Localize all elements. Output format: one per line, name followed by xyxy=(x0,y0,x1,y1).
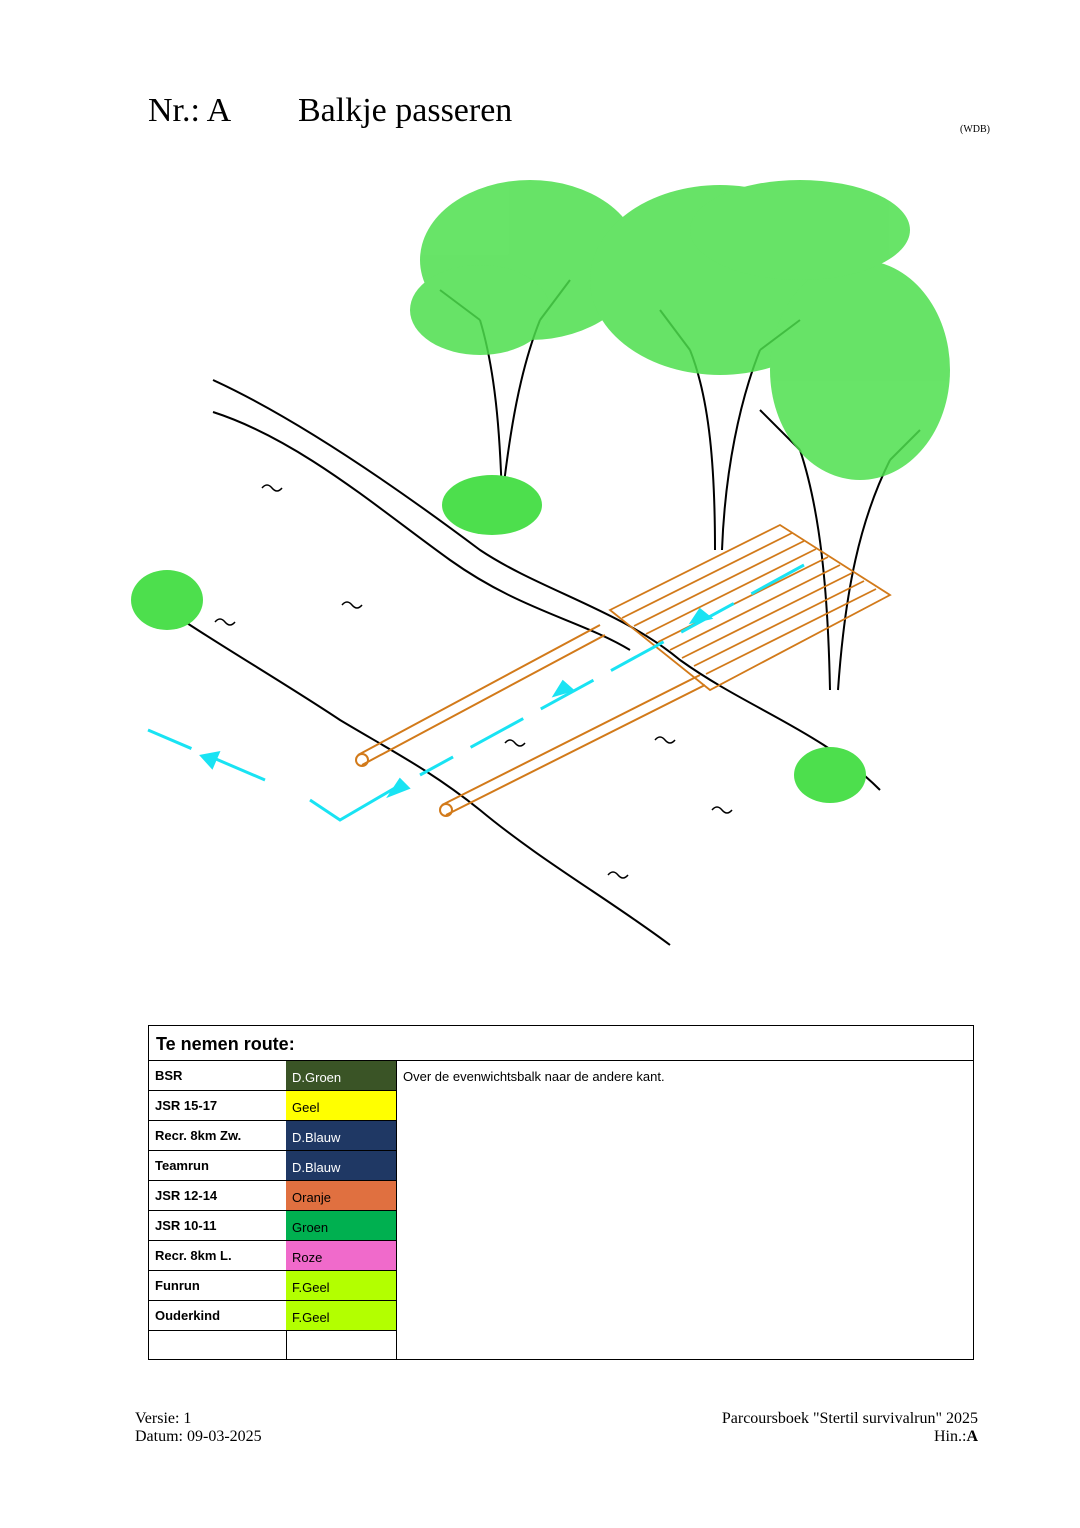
wooden-platform xyxy=(610,525,890,690)
route-row xyxy=(149,1121,286,1151)
route-name: Recr. 8km L. xyxy=(155,1248,232,1263)
footer-right xyxy=(722,1410,978,1446)
route-row xyxy=(286,1061,396,1091)
route-color-swatch: Groen xyxy=(286,1211,396,1240)
route-name: JSR 12-14 xyxy=(155,1188,218,1203)
route-row xyxy=(149,1241,286,1271)
route-color-swatch: D.Blauw xyxy=(286,1151,396,1180)
book-title: Parcoursboek "Stertil survivalrun" 2025 xyxy=(721,1410,978,1427)
route-row xyxy=(286,1121,396,1151)
route-name: Teamrun xyxy=(155,1158,209,1173)
bushes xyxy=(131,475,866,803)
obstacle-title: Balkje passeren xyxy=(298,92,513,129)
near-bank-line xyxy=(145,595,670,945)
route-name: Funrun xyxy=(155,1278,200,1293)
route-color-swatch: Roze xyxy=(286,1241,396,1270)
route-name-column xyxy=(149,1061,287,1359)
far-bank-line-1 xyxy=(213,380,880,790)
obstacle-drawing xyxy=(100,170,980,970)
route-row xyxy=(149,1181,286,1211)
tree-foliage xyxy=(410,180,950,480)
route-row xyxy=(286,1181,396,1211)
route-color-swatch: Oranje xyxy=(286,1181,396,1210)
route-color-swatch: D.Groen xyxy=(286,1061,396,1090)
version-label: Versie: 1 xyxy=(135,1410,192,1427)
hin-label xyxy=(722,1428,978,1446)
route-row xyxy=(286,1091,396,1121)
route-row xyxy=(286,1211,396,1241)
route-row xyxy=(149,1091,286,1121)
route-row xyxy=(149,1151,286,1181)
footer-left xyxy=(135,1410,262,1446)
route-body xyxy=(149,1061,973,1359)
far-bank-line-2 xyxy=(213,412,630,650)
obstacle-code: (WDB) xyxy=(960,124,990,135)
route-name: JSR 10-11 xyxy=(155,1218,217,1233)
route-color-column xyxy=(286,1061,397,1359)
route-name: JSR 15-17 xyxy=(155,1098,218,1113)
date-label: Datum: 09-03-2025 xyxy=(135,1428,262,1445)
hin-value: A xyxy=(966,1428,978,1445)
route-color-swatch: F.Geel xyxy=(286,1271,396,1300)
route-row xyxy=(286,1301,396,1331)
route-name: Recr. 8km Zw. xyxy=(155,1128,242,1143)
route-description: Over de evenwichtsbalk naar de andere kant. xyxy=(403,1069,665,1084)
route-name: Ouderkind xyxy=(155,1308,221,1323)
route-color-swatch: Geel xyxy=(286,1091,396,1120)
hin-prefix: Hin.: xyxy=(933,1428,967,1445)
route-row xyxy=(149,1301,286,1331)
route-row xyxy=(149,1271,286,1301)
route-heading: Te nemen route: xyxy=(149,1026,973,1061)
route-name: BSR xyxy=(155,1068,183,1083)
route-row xyxy=(286,1241,396,1271)
route-row xyxy=(286,1271,396,1301)
route-row xyxy=(149,1211,286,1241)
route-row xyxy=(149,1061,286,1091)
route-color-swatch: F.Geel xyxy=(286,1301,396,1330)
route-table xyxy=(148,1025,974,1360)
obstacle-number: Nr.: A xyxy=(148,92,232,129)
route-row xyxy=(286,1151,396,1181)
route-color-swatch: D.Blauw xyxy=(286,1121,396,1150)
